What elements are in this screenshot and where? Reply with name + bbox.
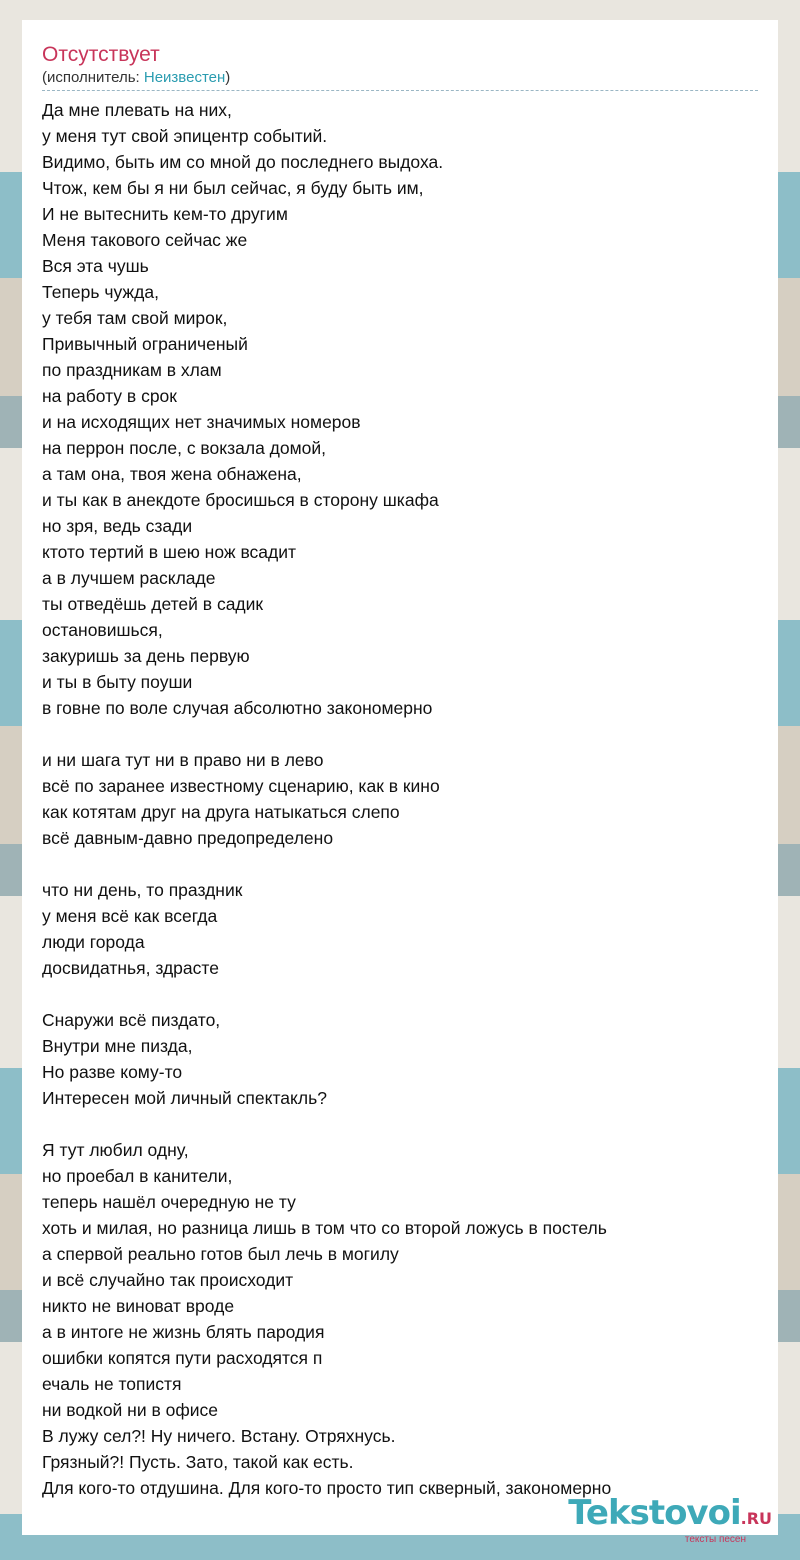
- brand-tagline: тексты песен: [684, 1534, 746, 1545]
- artist-line: [42, 68, 758, 88]
- lyric-line: и всё случайно так происходит: [42, 1270, 294, 1290]
- lyric-line: И не вытеснить кем-то другим: [42, 204, 288, 224]
- lyric-line: теперь нашёл очередную не ту: [42, 1192, 296, 1212]
- lyric-line: как котятам друг на друга натыкаться слепо: [42, 802, 400, 822]
- lyric-line: всё по заранее известному сценарию, как в кино: [42, 776, 440, 796]
- lyric-line: в говне по воле случая абсолютно закономерно: [42, 698, 433, 718]
- lyric-line: и ни шага тут ни в право ни в лево: [42, 750, 324, 770]
- artist-prefix: (исполнитель:: [42, 69, 144, 86]
- lyric-line: ечаль не топистя: [42, 1374, 182, 1394]
- lyric-line: [42, 851, 758, 877]
- lyric-line: у меня тут свой эпицентр событий.: [42, 126, 328, 146]
- lyric-line: Видимо, быть им со мной до последнего выдоха.: [42, 152, 444, 172]
- lyric-line: [42, 1111, 758, 1137]
- lyric-line: Но разве кому-то: [42, 1062, 183, 1082]
- artist-link[interactable]: Неизвестен: [143, 69, 226, 86]
- lyric-line: а в интоге не жизнь блять пародия: [42, 1322, 325, 1342]
- lyric-line: [42, 981, 758, 1007]
- lyric-line: у тебя там свой мирок,: [42, 308, 228, 328]
- dashed-divider: [42, 90, 758, 91]
- lyric-line: ты отведёшь детей в садик: [42, 594, 264, 614]
- song-title: Отсутствует: [42, 43, 160, 66]
- lyric-line: Для кого-то отдушина. Для кого-то просто тип скверный, закономерно: [42, 1478, 612, 1498]
- lyric-line: а в лучшем раскладе: [42, 568, 216, 588]
- lyric-line: у меня всё как всегда: [42, 906, 218, 926]
- lyric-line: никто не виноват вроде: [42, 1296, 235, 1316]
- lyric-line: что ни день, то праздник: [42, 880, 243, 900]
- lyric-line: Теперь чужда,: [42, 282, 159, 302]
- brand-domain: .RU: [740, 1509, 772, 1528]
- lyric-line: на перрон после, с вокзала домой,: [42, 438, 327, 458]
- lyric-line: и ты как в анекдоте бросишься в сторону шкафа: [42, 490, 439, 510]
- artist-suffix: ): [225, 69, 231, 86]
- lyric-line: Привычный ограниченый: [42, 334, 248, 354]
- lyric-line: и ты в быту поуши: [42, 672, 193, 692]
- lyric-line: В лужу сел?! Ну ничего. Встану. Отряхнусь.: [42, 1426, 396, 1446]
- lyric-line: закуришь за день первую: [42, 646, 250, 666]
- lyric-line: остановишься,: [42, 620, 163, 640]
- lyric-line: а спервой реально готов был лечь в могилу: [42, 1244, 399, 1264]
- lyrics-card: [22, 20, 778, 1535]
- brand-logo: [568, 1493, 772, 1536]
- lyric-line: [42, 721, 758, 747]
- lyric-line: досвидатнья, здрасте: [42, 958, 219, 978]
- lyric-line: Интересен мой личный спектакль?: [42, 1088, 327, 1108]
- lyric-line: Внутри мне пизда,: [42, 1036, 193, 1056]
- lyric-line: но зря, ведь сзади: [42, 516, 193, 536]
- lyric-line: Да мне плевать на них,: [42, 100, 232, 120]
- lyric-line: ктото тертий в шею нож всадит: [42, 542, 297, 562]
- site-watermark: [568, 1493, 772, 1545]
- lyric-line: а там она, твоя жена обнажена,: [42, 464, 302, 484]
- lyric-line: всё давным-давно предопределено: [42, 828, 334, 848]
- lyric-line: по праздникам в хлам: [42, 360, 222, 380]
- lyric-line: люди города: [42, 932, 145, 952]
- lyric-line: но проебал в канители,: [42, 1166, 233, 1186]
- lyric-line: и на исходящих нет значимых номеров: [42, 412, 361, 432]
- lyric-line: Снаружи всё пиздато,: [42, 1010, 221, 1030]
- brand-name: Tekstovoi: [568, 1493, 741, 1533]
- lyrics-text: [42, 97, 758, 1501]
- lyric-line: Вся эта чушь: [42, 256, 149, 276]
- lyric-line: ни водкой ни в офисе: [42, 1400, 219, 1420]
- lyric-line: Я тут любил одну,: [42, 1140, 189, 1160]
- lyric-line: на работу в срок: [42, 386, 177, 406]
- lyric-line: хоть и милая, но разница лишь в том что со второй ложусь в постель: [42, 1218, 607, 1238]
- lyric-line: ошибки копятся пути расходятся п: [42, 1348, 323, 1368]
- lyric-line: Меня такового сейчас же: [42, 230, 248, 250]
- lyric-line: Чтож, кем бы я ни был сейчас, я буду быть им,: [42, 178, 424, 198]
- lyric-line: Грязный?! Пусть. Зато, такой как есть.: [42, 1452, 354, 1472]
